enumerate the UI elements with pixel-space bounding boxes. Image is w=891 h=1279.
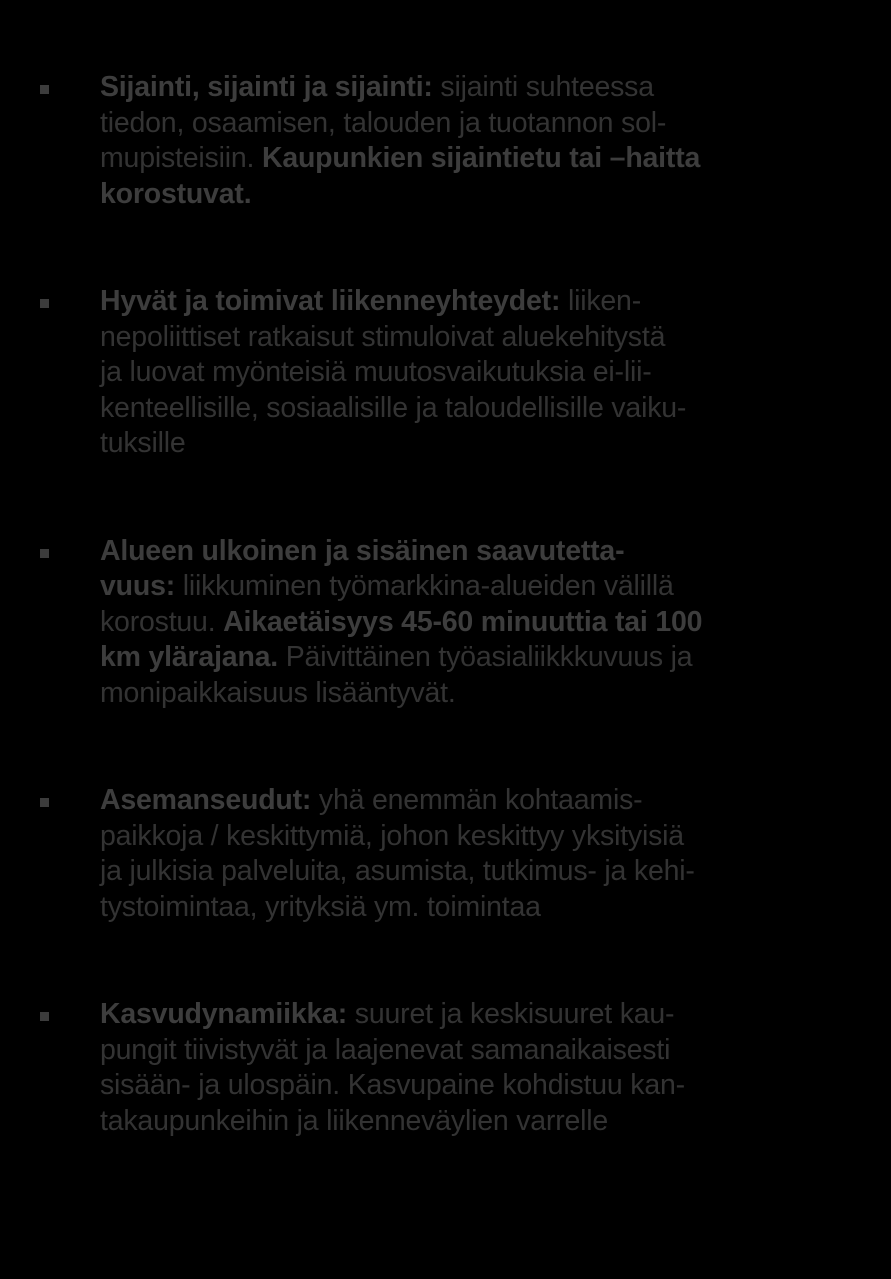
- line-text: ja luovat myönteisiä muutosvaikutuksia ei-lii-: [100, 356, 652, 388]
- bullet-item-kasvudynamiikka: [40, 997, 860, 1139]
- text-line: [100, 355, 860, 391]
- line-text: tiedon, osaamisen, talouden ja tuotannon sol-: [100, 106, 667, 139]
- bullet-item-saavutettavuus: [40, 534, 860, 712]
- text-line: [100, 890, 860, 926]
- text-line: [100, 569, 860, 605]
- bold-heading: Hyvät ja toimivat liikenneyhteydet:: [100, 285, 561, 317]
- line-text: ja julkisia palveluita, asumista, tutkimus- ja kehi-: [100, 855, 695, 887]
- square-bullet-icon: [40, 85, 49, 94]
- text-line: [100, 819, 860, 855]
- line-text: korostuu.: [100, 605, 224, 638]
- bullet-item-asemanseudut: [40, 783, 860, 925]
- bullet-text: [100, 70, 860, 212]
- bold-heading: Asemanseudut:: [100, 784, 312, 816]
- text-line: [100, 284, 860, 320]
- text-line: [100, 605, 860, 641]
- text-line: [100, 70, 860, 106]
- text-line: [100, 141, 860, 177]
- line-text: yhä enemmän kohtaamis-: [311, 784, 643, 816]
- line-text: mupisteisiin.: [100, 142, 262, 174]
- bold-heading: Sijainti, sijainti ja sijainti:: [100, 71, 433, 103]
- text-line: [100, 640, 860, 676]
- text-line: [100, 391, 860, 427]
- line-text: monipaikkaisuus lisääntyvät.: [100, 676, 456, 709]
- bold-text: vuus:: [100, 570, 176, 602]
- bold-text: Kaupunkien sijaintietu tai –haitta: [261, 142, 701, 174]
- line-text: nepoliittiset ratkaisut stimuloivat aluekehitystä: [100, 320, 666, 353]
- line-text: pungit tiivistyvät ja laajenevat samanaikaisesti: [100, 1033, 671, 1066]
- text-line: [100, 426, 860, 462]
- line-text: tystoimintaa, yrityksiä ym. toimintaa: [100, 890, 541, 923]
- bullet-list: [40, 70, 860, 1139]
- text-line: [100, 854, 860, 890]
- square-bullet-icon: [40, 798, 49, 807]
- bullet-text: [100, 783, 860, 925]
- bullet-text: [100, 997, 860, 1139]
- square-bullet-icon: [40, 549, 49, 558]
- line-text: paikkoja / keskittymiä, johon keskittyy yksityisiä: [100, 819, 684, 852]
- line-text: kenteellisille, sosiaalisille ja taloudellisille vaiku-: [100, 391, 687, 424]
- text-line: [100, 106, 860, 142]
- text-line: [100, 1068, 860, 1104]
- line-text: suuret ja keskisuuret kau-: [347, 998, 675, 1030]
- bold-text: korostuvat.: [100, 177, 252, 210]
- bullet-item-liikenneyhteydet: [40, 284, 860, 462]
- line-text: Päivittäinen työasialiikkkuvuus ja: [278, 641, 693, 673]
- bullet-text: [100, 284, 860, 462]
- bullet-text: [100, 534, 860, 712]
- bold-text: Aikaetäisyys 45-60 minuuttia tai 100: [223, 605, 703, 638]
- line-text: liiken-: [560, 285, 641, 317]
- line-text: liikkuminen työmarkkina-alueiden välillä: [175, 570, 674, 602]
- line-text: sisään- ja ulospäin. Kasvupaine kohdistuu kan-: [100, 1069, 685, 1101]
- text-line: [100, 676, 860, 712]
- line-text: tuksille: [100, 427, 186, 459]
- text-line: [100, 1033, 860, 1069]
- text-line: [100, 177, 860, 213]
- text-line: [100, 997, 860, 1033]
- line-text: takaupunkeihin ja liikenneväylien varrelle: [100, 1104, 609, 1137]
- text-line: [100, 1104, 860, 1140]
- square-bullet-icon: [40, 299, 49, 308]
- bold-text: km ylärajana.: [100, 641, 279, 673]
- bullet-item-sijainti: [40, 70, 860, 212]
- text-line: [100, 783, 860, 819]
- square-bullet-icon: [40, 1012, 49, 1021]
- text-line: [100, 534, 860, 570]
- text-line: [100, 320, 860, 356]
- line-text: sijainti suhteessa: [432, 71, 654, 103]
- bold-heading: Alueen ulkoinen ja sisäinen saavutetta-: [100, 534, 625, 567]
- bold-heading: Kasvudynamiikka:: [100, 998, 348, 1030]
